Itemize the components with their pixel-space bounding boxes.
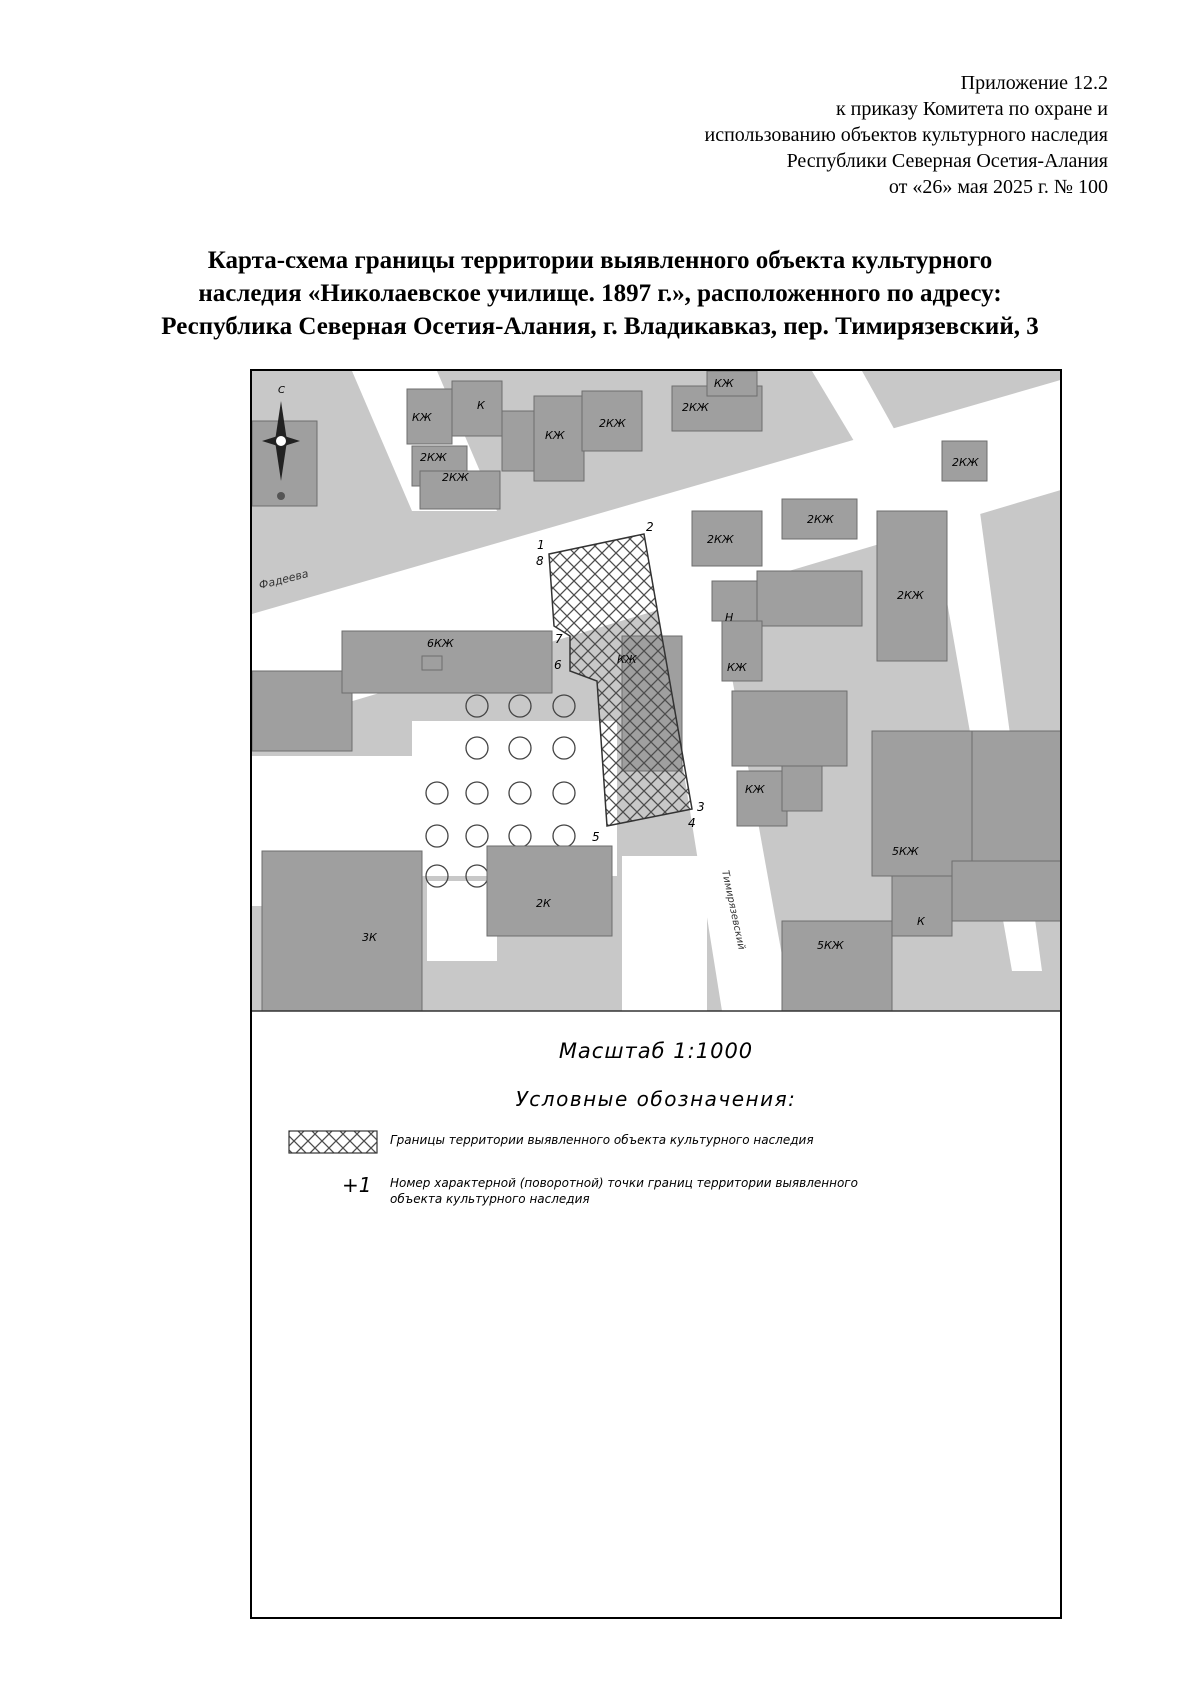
point-3: 3 [697, 800, 705, 814]
label-b10: 2КЖ [707, 533, 734, 546]
legend-boundary-text: Границы территории выявленного объекта культурного наследия [390, 1133, 814, 1147]
label-b20: 3К [362, 931, 377, 944]
appendix-line-4: Республики Северная Осетия-Алания [786, 150, 1108, 172]
label-b16: КЖ [727, 661, 747, 674]
label-b5: КЖ [545, 429, 565, 442]
title-line-3: Республика Северная Осетия-Алания, г. Владикавказ, пер. Тимирязевский, 3 [161, 313, 1039, 340]
compass-north-label: С [278, 385, 285, 396]
title-line-1: Карта-схема границы территории выявленного объекта культурного [207, 247, 993, 274]
appendix-line-5: от «26» мая 2025 г. № 100 [888, 176, 1108, 198]
point-8: 8 [536, 554, 544, 568]
label-b15: Н [725, 611, 734, 624]
label-b3: 2КЖ [420, 451, 447, 464]
building-se-3 [782, 921, 892, 1011]
point-5: 5 [592, 830, 600, 844]
label-b19: 2К [536, 897, 551, 910]
label-b1: КЖ [412, 411, 432, 424]
building-se-2 [952, 861, 1062, 921]
label-b7: 2КЖ [682, 401, 709, 414]
map-frame [250, 369, 1062, 1619]
label-b4: 2КЖ [442, 471, 469, 484]
label-b2: К [477, 399, 485, 412]
appendix-line-3: использованию объектов культурного наследия [704, 124, 1108, 146]
building-e-10 [972, 731, 1062, 861]
label-b18: 5КЖ [892, 845, 919, 858]
building-e-6 [732, 691, 847, 766]
building-w-small [422, 656, 442, 670]
label-b6: 2КЖ [599, 417, 626, 430]
building-2k [487, 846, 612, 936]
document-title [60, 244, 1140, 343]
street-label-fadeeva: Фадеева [257, 567, 310, 592]
label-b21: 5КЖ [817, 939, 844, 952]
building-e-7 [737, 771, 787, 826]
point-2: 2 [646, 520, 654, 534]
yard-south [622, 856, 707, 1011]
point-7: 7 [555, 632, 563, 646]
building-e-3 [712, 581, 757, 621]
legend-hatch-swatch [289, 1131, 377, 1153]
label-b12: 2КЖ [897, 589, 924, 602]
label-b14: КЖ [617, 653, 637, 666]
point-4: 4 [688, 816, 696, 830]
map-scale: Масштаб 1:1000 [558, 1039, 754, 1063]
building-w-1 [252, 671, 352, 751]
point-1: 1 [537, 538, 545, 552]
label-b11: 2КЖ [807, 513, 834, 526]
legend-point-text: Номер характерной (поворотной) точки границ территории выявленного объекта культурного наследия [390, 1176, 858, 1206]
point-6: 6 [554, 658, 562, 672]
street-label-timiryazevsky: Тимирязевский [719, 869, 747, 951]
legend-point-symbol: +1 [342, 1173, 372, 1197]
appendix-line-2: к приказу Комитета по охране и [835, 98, 1108, 120]
building-e-4 [757, 571, 862, 626]
legend-title: Условные обозначения: [515, 1087, 797, 1111]
title-line-2: наследия «Николаевское училище. 1897 г.», расположенного по адресу: [198, 280, 1002, 307]
appendix-line-1: Приложение 12.2 [960, 72, 1108, 94]
label-b9: 2КЖ [952, 456, 979, 469]
map-canvas [252, 371, 1062, 1619]
label-b8: КЖ [714, 377, 734, 390]
building-e-big [877, 511, 947, 661]
label-b13: 6КЖ [427, 637, 454, 650]
building-3k [262, 851, 422, 1011]
building-e-8 [782, 766, 822, 811]
appendix-header [705, 70, 1109, 200]
label-b17: КЖ [745, 783, 765, 796]
label-b22: К [917, 915, 925, 928]
building-e-9 [872, 731, 972, 876]
